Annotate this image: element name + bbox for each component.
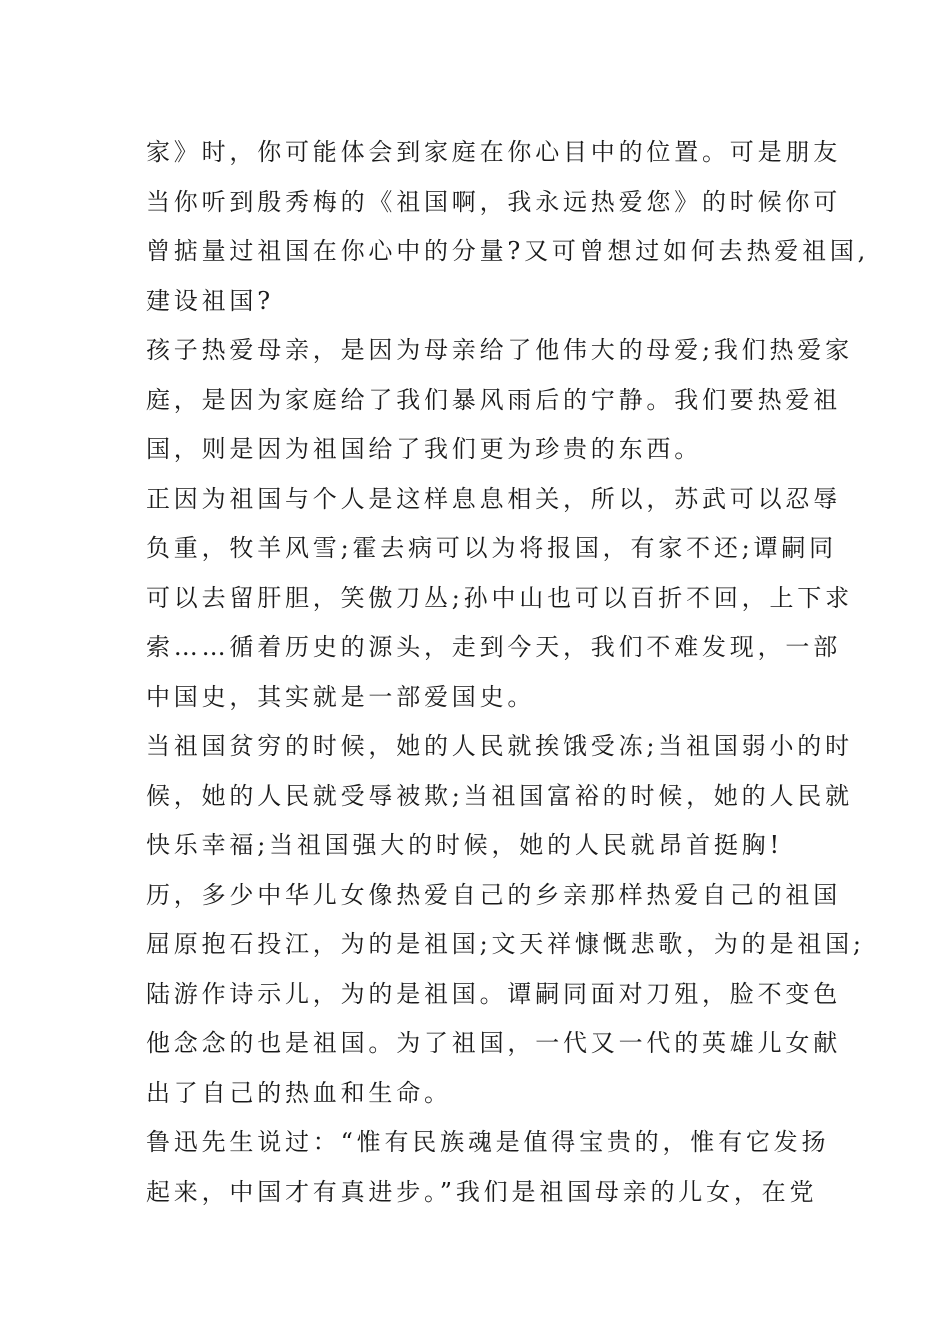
text-line: 建设祖国? bbox=[146, 286, 274, 315]
text-line: 他念念的也是祖国。为了祖国，一代又一代的英雄儿女献 bbox=[146, 1029, 841, 1057]
text-line: 陆游作诗示儿，为的是祖国。谭嗣同面对刀殂，脸不变色 bbox=[146, 979, 841, 1008]
document-page bbox=[146, 128, 870, 1217]
text-line: 当你听到殷秀梅的《祖国啊，我永远热爱您》的时候你可 bbox=[146, 187, 841, 216]
text-line: 可以去留肝胆，笑傲刀丛;孙中山也可以百折不回，上下求 bbox=[146, 583, 853, 612]
text-line: 鲁迅先生说过：“惟有民族魂是值得宝贵的，惟有它发扬 bbox=[146, 1128, 830, 1156]
text-line: 出了自己的热血和生命。 bbox=[146, 1078, 452, 1107]
text-line: 屈原抱石投江，为的是祖国;文天祥慷慨悲歌，为的是祖国; bbox=[146, 930, 865, 958]
text-line: 候，她的人民就受辱被欺;当祖国富裕的时候，她的人民就 bbox=[146, 781, 853, 810]
text-line: 曾掂量过祖国在你心中的分量?又可曾想过如何去热爱祖国, bbox=[146, 237, 870, 265]
text-line: 正因为祖国与个人是这样息息相关，所以，苏武可以忍辱 bbox=[146, 484, 841, 513]
text-line: 负重，牧羊风雪;霍去病可以为将报国，有家不还;谭嗣同 bbox=[146, 534, 837, 562]
text-line: 孩子热爱母亲，是因为母亲给了他伟大的母爱;我们热爱家 bbox=[146, 336, 853, 364]
text-line: 庭，是因为家庭给了我们暴风雨后的宁静。我们要热爱祖 bbox=[146, 385, 841, 414]
text-line: 快乐幸福;当祖国强大的时候，她的人民就昂首挺胸! bbox=[146, 831, 783, 859]
text-line: 国，则是因为祖国给了我们更为珍贵的东西。 bbox=[146, 435, 702, 463]
text-line: 索……循着历史的源头，走到今天，我们不难发现，一部 bbox=[146, 633, 841, 661]
text-line: 当祖国贫穷的时候，她的人民就挨饿受冻;当祖国弱小的时 bbox=[146, 732, 853, 760]
text-line: 家》时，你可能体会到家庭在你心目中的位置。可是朋友 bbox=[146, 138, 841, 166]
text-line: 中国史，其实就是一部爱国史。 bbox=[146, 682, 536, 711]
text-line: 历，多少中华儿女像热爱自己的乡亲那样热爱自己的祖国 bbox=[146, 880, 841, 909]
text-line: 起来，中国才有真进步。”我们是祖国母亲的儿女，在党 bbox=[146, 1177, 818, 1206]
